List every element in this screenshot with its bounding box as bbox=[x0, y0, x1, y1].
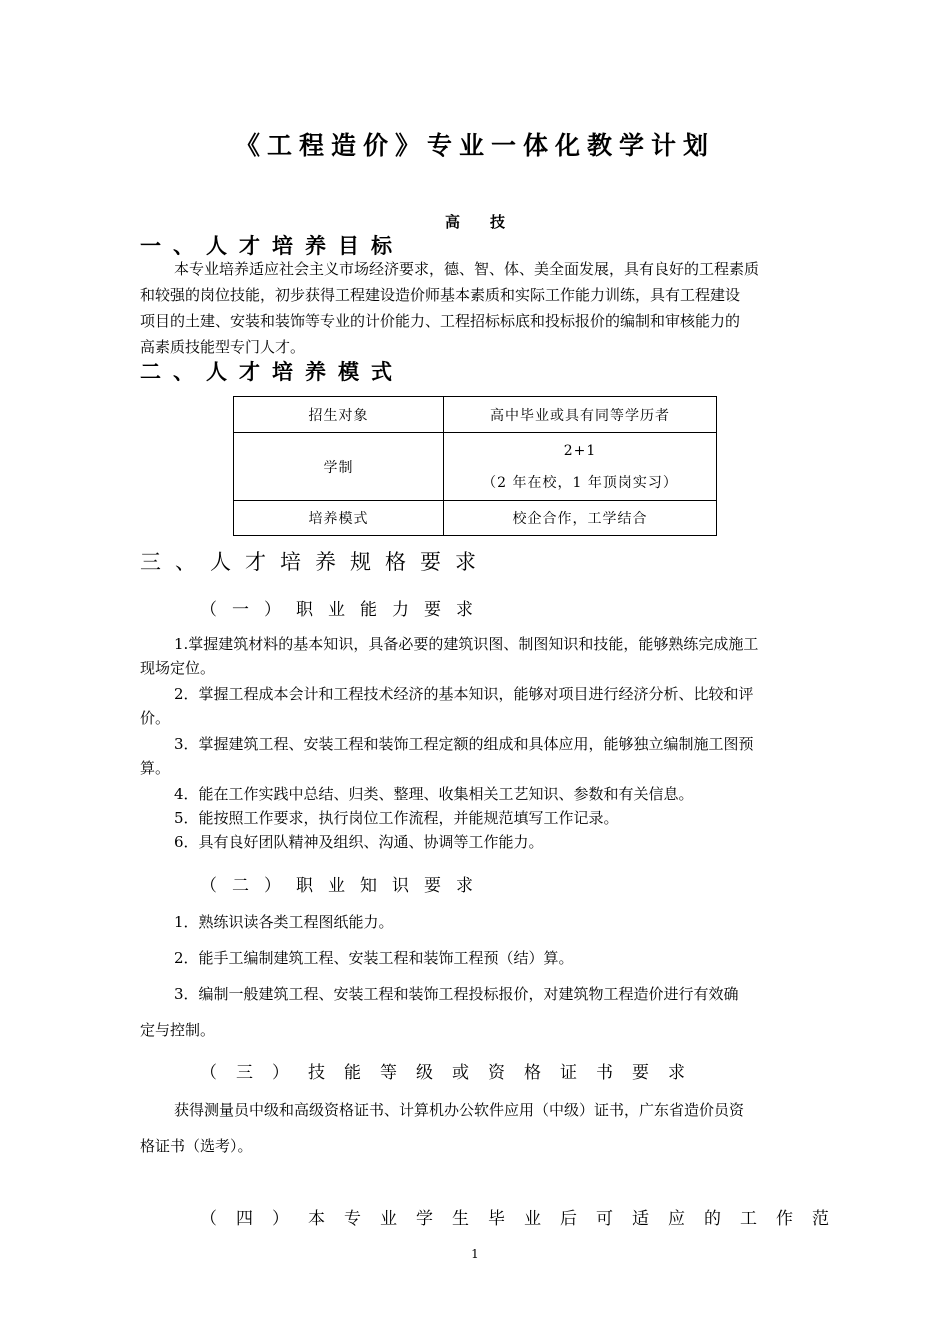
sub1-list bbox=[140, 632, 812, 854]
list-item: 算。 bbox=[140, 759, 171, 777]
page-number: 1 bbox=[471, 1247, 479, 1261]
list-item: 4．能在工作实践中总结、归类、整理、收集相关工艺知识、参数和有关信息。 bbox=[174, 785, 694, 803]
list-item: 2．掌握工程成本会计和工程技术经济的基本知识，能够对项目进行经济分析、比较和评 bbox=[174, 685, 754, 703]
section1-paragraph bbox=[140, 256, 812, 360]
table-cell-enrollment-label: 招生对象 bbox=[234, 397, 444, 433]
document-title: 《工程造价》专业一体化教学计划 bbox=[234, 131, 715, 160]
list-item: 3．编制一般建筑工程、安装工程和装饰工程投标报价，对建筑物工程造价进行有效确 bbox=[174, 985, 739, 1003]
document-level: 高 技 bbox=[444, 213, 505, 231]
section1-heading: 一、人才培养目标 bbox=[140, 234, 404, 258]
duration-value-line2: （2 年在校，1 年顶岗实习） bbox=[482, 474, 678, 491]
training-mode-table bbox=[233, 396, 717, 536]
list-item: 1.掌握建筑材料的基本知识，具备必要的建筑识图、制图知识和技能，能够熟练完成施工 bbox=[174, 635, 759, 653]
sub3-line-2: 格证书（选考）。 bbox=[140, 1137, 253, 1155]
section1-line-1: 本专业培养适应社会主义市场经济要求，德、智、体、美全面发展，具有良好的工程素质 bbox=[174, 260, 760, 278]
table-row bbox=[234, 397, 717, 433]
table-cell-mode-label: 培养模式 bbox=[234, 501, 444, 536]
table-cell-duration-value bbox=[444, 433, 717, 501]
duration-value-line1: 2+1 bbox=[563, 442, 597, 459]
sub3-line-1: 获得测量员中级和高级资格证书、计算机办公软件应用（中级）证书，广东省造价员资 bbox=[174, 1101, 745, 1119]
section1-line-3: 项目的土建、安装和装饰等专业的计价能力、工程招标标底和投标报价的编制和审核能力的 bbox=[140, 312, 741, 330]
list-item: 定与控制。 bbox=[140, 1021, 216, 1039]
sub2-list bbox=[140, 904, 812, 1048]
sub4-heading: （四）本专业学生毕业后可适应的工作范 bbox=[200, 1209, 848, 1229]
sub3-paragraph bbox=[140, 1092, 812, 1164]
list-item: 6．具有良好团队精神及组织、沟通、协调等工作能力。 bbox=[174, 833, 544, 851]
table-row bbox=[234, 433, 717, 501]
table-cell-mode-value: 校企合作，工学结合 bbox=[444, 501, 717, 536]
list-item: 现场定位。 bbox=[140, 659, 216, 677]
list-item: 3．掌握建筑工程、安装工程和装饰工程定额的组成和具体应用，能够独立编制施工图预 bbox=[174, 735, 754, 753]
list-item: 2．能手工编制建筑工程、安装工程和装饰工程预（结）算。 bbox=[174, 949, 574, 967]
table-cell-duration-label: 学制 bbox=[234, 433, 444, 501]
section1-line-4: 高素质技能型专门人才。 bbox=[140, 338, 306, 356]
section3-heading: 三、人才培养规格要求 bbox=[140, 550, 490, 574]
list-item: 1．熟练识读各类工程图纸能力。 bbox=[174, 913, 394, 931]
sub1-heading: （一）职业能力要求 bbox=[200, 600, 488, 620]
sub3-heading: （三）技能等级或资格证书要求 bbox=[200, 1063, 704, 1083]
list-item: 价。 bbox=[140, 709, 171, 727]
table-cell-enrollment-value: 高中毕业或具有同等学历者 bbox=[444, 397, 717, 433]
table-row bbox=[234, 501, 717, 536]
sub2-heading: （二）职业知识要求 bbox=[200, 876, 488, 896]
list-item: 5．能按照工作要求，执行岗位工作流程，并能规范填写工作记录。 bbox=[174, 809, 619, 827]
section1-line-2: 和较强的岗位技能，初步获得工程建设造价师基本素质和实际工作能力训练，具有工程建设 bbox=[140, 286, 741, 304]
section2-heading: 二、人才培养模式 bbox=[140, 360, 404, 384]
